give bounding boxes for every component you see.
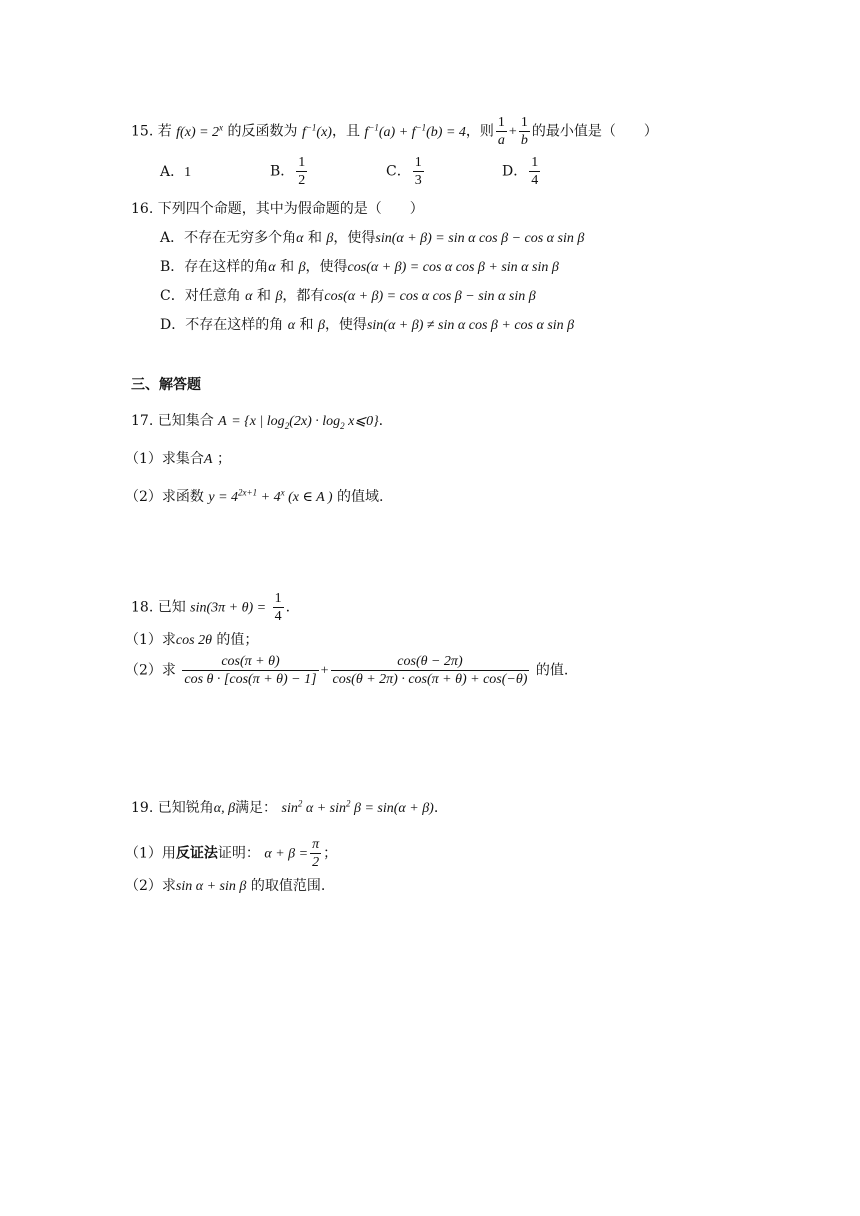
q18-part-1: （1）求cos 2θ 的值； [125,632,259,648]
section-title: 三、解答题 [131,377,201,393]
question-number: 19. [131,800,154,816]
q19-stem: 19. 已知锐角α, β满足： $\sin^2 \alpha + \sin^2 \beta = \sin(\alpha + \beta)$. [131,798,439,816]
q17-stem: 17. 已知集合 A = {x | $\log_2(2x) \cdot \log_2$ x⩽0}. [131,413,384,431]
q19-part-1: （1）用反证法证明： α + β = $\frac{\pi}{2}$ ； [125,837,338,870]
q16-option-b: B．存在这样的角α 和 β，使得cos(α + β) = cos α cos β + sin α sin β [160,259,559,275]
fraction-term-1: $\frac{\cos(\pi + \theta)}{\text{cos θ · [cos(π + θ) − 1]}}$ [184,654,317,687]
q15-option-d: D． $\frac{1}{4}$ [502,155,539,188]
q15-option-c: C． $\frac{1}{3}$ [386,155,422,188]
q16-option-c: C．对任意角 α 和 β，都有cos(α + β) = cos α cos β − sin α sin β [160,288,536,304]
question-number: 16. [131,201,154,217]
inverse-equation: $f^{-1}(a) + f^{-1}(b) = 4$ [364,121,466,140]
q18-stem: 18. 已知 sin(3π + θ) = $\frac{1}{4}$ . [131,591,291,624]
fraction-term-2: $\frac{\cos(\theta - 2\pi)}{\cos(\theta + 2\pi) \cdot \cos(\pi + \theta) + \cos(-\theta)}$ [332,654,528,687]
q15-option-a: A．1 [160,164,192,180]
question-number: 15. [131,123,154,140]
question-number: 18. [131,599,154,616]
q16-stem: 16. 下列四个命题，其中为假命题的是（ ） [131,201,424,217]
fraction-1-over-b: $\frac{1}{b}$ [520,115,528,148]
q16-option-a: A．不存在无穷多个角α 和 β，使得sin(α + β) = sin α cos β − cos α sin β [160,230,585,246]
question-number: 17. [131,413,154,429]
bold-term: 反证法 [175,845,218,862]
q16-option-d: D．不存在这样的角 α 和 β，使得sin(α + β) ≠ sin α cos β + cos α sin β [160,317,575,333]
fraction-1-over-a: $\frac{1}{a}$ [497,115,505,148]
q17-part-1: （1）求集合A ； [125,451,231,467]
q15-option-b: B． $\frac{1}{2}$ [270,155,306,188]
q17-part-2: （2）求函数 $y = 4^{2x+1} + 4^x$ (x ∈ A ) 的值域. [125,487,384,505]
q18-part-2: （2）求 $\frac{\cos(\pi + \theta)}{\text{cos θ · [cos(π + θ) − 1]}}$ + $\frac{\cos(\theta - 2\pi)}{\cos(\theta + 2\pi) \cdot \cos(\pi + \theta) + \cos(-\theta)}$ 的值. [125,654,569,687]
function-def: $f(x) = 2^x$ [176,121,224,140]
inverse-function: $f^{-1}(x)$ [301,121,332,140]
q19-part-2: （2）求sin α + sin β 的取值范围. [125,878,326,894]
q15-stem: 15. 若 $f(x) = 2^x$ 的反函数为 $f^{-1}(x)$，且 $f^{-1}(a) + f^{-1}(b) = 4$，则 $\frac{1}{a}$ + $\frac{1}{b}$ 的最小值是（ ） [131,115,658,148]
